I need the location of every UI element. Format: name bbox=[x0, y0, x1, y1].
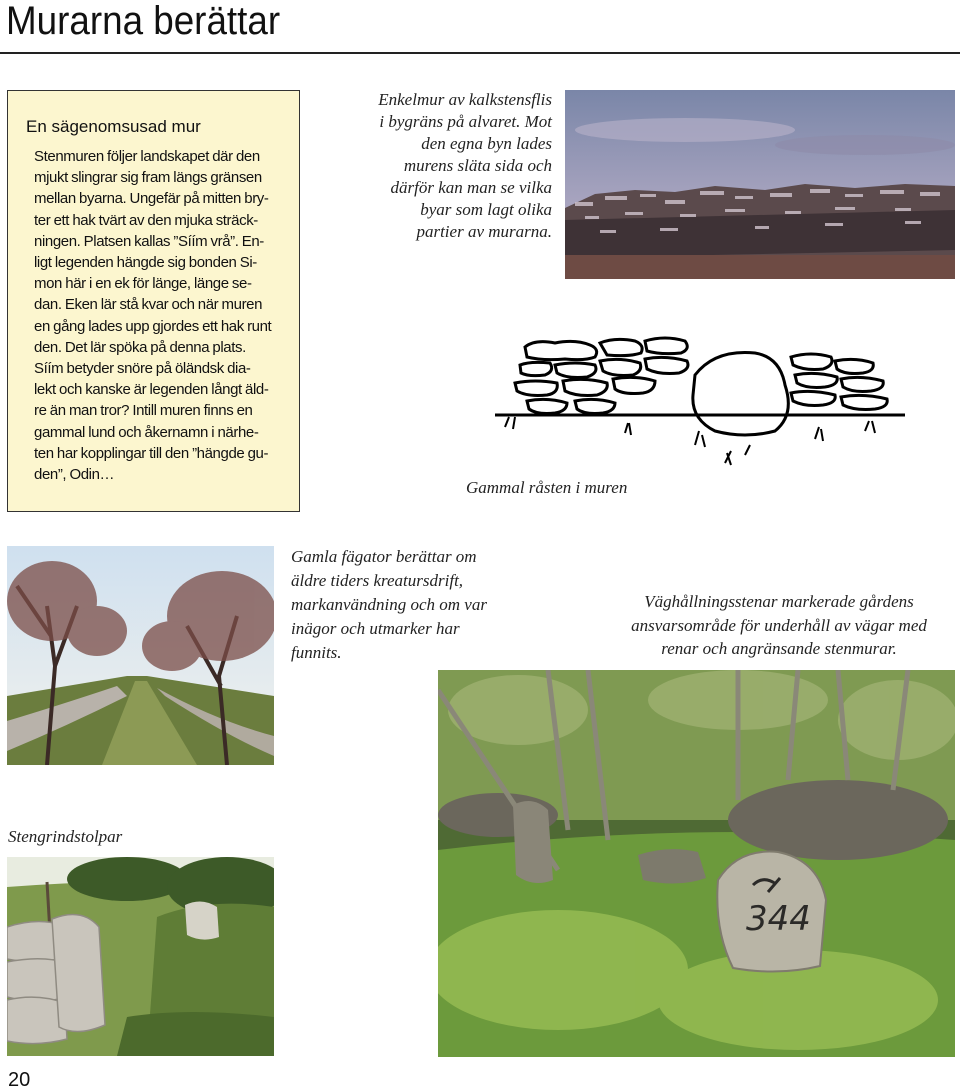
page-title: Murarna berättar bbox=[6, 0, 281, 43]
legend-line: gammal lund och åkernamn i närhe- bbox=[34, 423, 259, 441]
legend-line: mjukt slingrar sig fram längs gränsen bbox=[34, 169, 262, 187]
legend-line: ningen. Platsen kallas ”Síím vrå”. En- bbox=[34, 232, 264, 250]
caption-vaghallning bbox=[600, 590, 958, 661]
legend-line: den. Det lär spöka på denna plats. bbox=[34, 338, 246, 356]
photo-road-stones bbox=[438, 670, 955, 1057]
legend-line: re än man tror? Intill muren finns en bbox=[34, 402, 253, 420]
legend-line: dan. Eken lär stå kvar och när muren bbox=[34, 296, 263, 314]
page-number: 20 bbox=[8, 1069, 31, 1091]
caption-line: partier av murarna. bbox=[416, 222, 552, 241]
legend-heading: En sägenomsusad mur bbox=[26, 117, 201, 136]
caption-line: renar och angränsande stenmurar. bbox=[661, 639, 897, 658]
caption-line: i bygräns på alvaret. Mot bbox=[379, 112, 552, 131]
legend-line: ter ett hak tvärt av den mjuka sträck- bbox=[34, 211, 258, 229]
legend-line: den”, Odin… bbox=[34, 466, 115, 484]
caption-line: funnits. bbox=[291, 643, 342, 662]
caption-line: Väghållningsstenar markerade gårdens bbox=[644, 592, 914, 611]
caption-line: därför kan man se vilka bbox=[390, 178, 552, 197]
caption-line: byar som lagt olika bbox=[420, 200, 552, 219]
legend-line: lekt och kanske är legenden långt äld- bbox=[34, 381, 269, 399]
legend-line: ten har kopplingar till den ”hängde gu- bbox=[34, 444, 269, 462]
caption-line: inägor och utmarker har bbox=[291, 619, 460, 638]
caption-line: markanvändning och om var bbox=[291, 595, 487, 614]
caption-line: murens släta sida och bbox=[403, 156, 552, 175]
caption-line: ansvarsområde för underhåll av vägar med bbox=[631, 615, 927, 635]
caption-line: den egna byn lades bbox=[421, 134, 552, 153]
photo-fagata-lane bbox=[7, 546, 274, 765]
stone-number-344: 344 bbox=[746, 899, 811, 939]
legend-body bbox=[34, 146, 274, 485]
title-rule bbox=[0, 52, 960, 54]
photo-limestone-wall bbox=[565, 90, 955, 279]
caption-fagator bbox=[291, 545, 531, 665]
caption-line: Enkelmur av kalkstensflis bbox=[378, 90, 552, 109]
legend-line: Síím betyder snöre på öländsk dia- bbox=[34, 360, 251, 378]
caption-line: äldre tiders kreatursdrift, bbox=[291, 571, 464, 590]
legend-line: Stenmuren följer landskapet där den bbox=[34, 148, 260, 165]
caption-rasten: Gammal råsten i muren bbox=[466, 478, 628, 497]
legend-line: mellan byarna. Ungefär på mitten bry- bbox=[34, 190, 269, 208]
drawing-rough-stone bbox=[495, 335, 907, 475]
caption-stengrind: Stengrindstolpar bbox=[8, 827, 123, 846]
legend-line: mon här i en ek för länge, länge se- bbox=[34, 275, 252, 293]
photo-gateposts bbox=[7, 857, 274, 1056]
caption-enkelmur bbox=[340, 89, 552, 243]
legend-line: ligt legenden hängde sig bonden Si- bbox=[34, 254, 257, 272]
caption-line: Gamla fägator berättar om bbox=[291, 547, 477, 566]
legend-line: en gång lades upp gjordes ett hak runt bbox=[34, 317, 272, 335]
